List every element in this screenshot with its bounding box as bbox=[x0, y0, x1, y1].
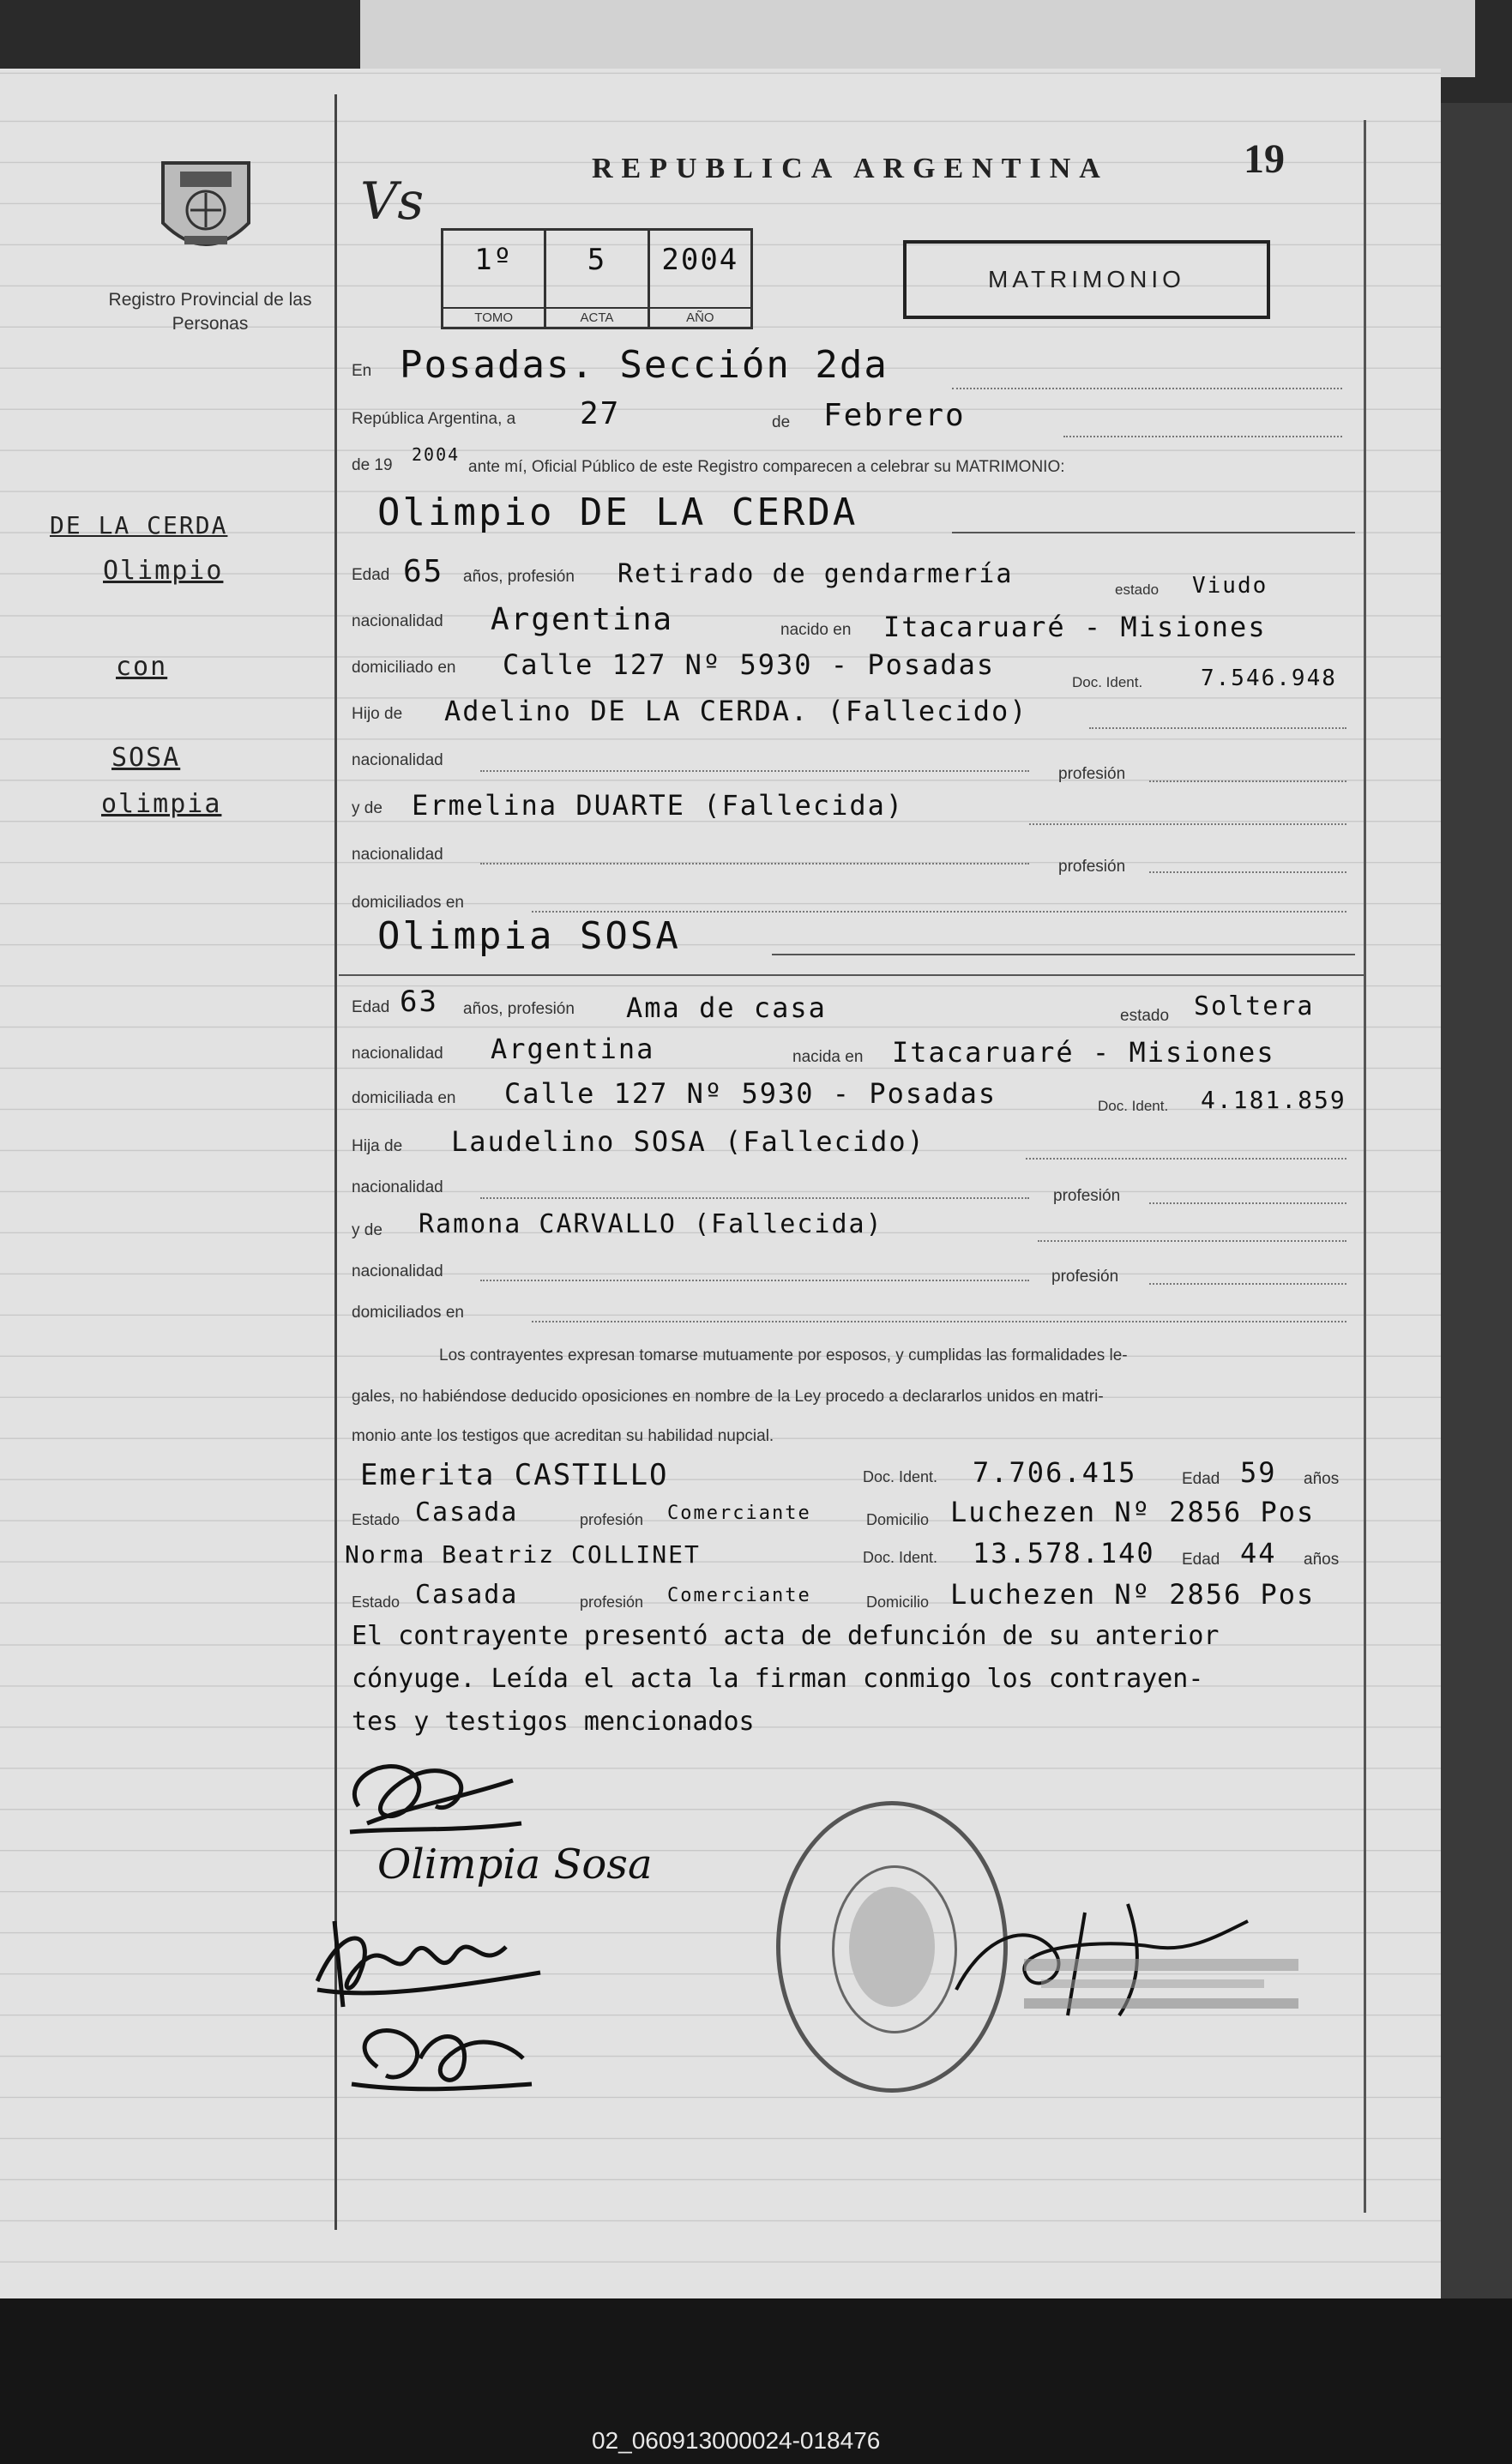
place-value: Posadas. Sección 2da bbox=[400, 343, 889, 387]
bride-mother: Ramona CARVALLO (Fallecida) bbox=[419, 1209, 883, 1239]
margin-bride-surname: SOSA bbox=[111, 743, 181, 773]
margin-bride-name: olimpia bbox=[101, 789, 222, 819]
witness1-signature bbox=[283, 1904, 557, 2015]
record-type: MATRIMONIO bbox=[988, 266, 1185, 292]
day-value: 27 bbox=[580, 396, 621, 431]
page-edge bbox=[1441, 103, 1512, 2298]
tomo-cell bbox=[443, 231, 546, 327]
witness1-profession: Comerciante bbox=[667, 1503, 811, 1524]
bride-full-name: Olimpia SOSA bbox=[377, 914, 681, 958]
groom-full-name: Olimpio DE LA CERDA bbox=[377, 491, 858, 534]
witness1-anos-label: años bbox=[1304, 1470, 1340, 1488]
witness2-anos-label: años bbox=[1304, 1551, 1340, 1569]
witness2-domicilio-label: Domicilio bbox=[866, 1593, 930, 1611]
bride-nacida-label: nacida en bbox=[792, 1048, 864, 1066]
background-card bbox=[360, 0, 1475, 77]
bride-domiciliados-label: domiciliados en bbox=[352, 1304, 464, 1322]
officer-text: ante mí, Oficial Público de este Registro comparecen a celebrar su MATRIMONIO: bbox=[468, 458, 1065, 476]
groom-profession: Retirado de gendarmería bbox=[617, 559, 1014, 589]
groom-mother-nacionalidad-line bbox=[480, 863, 1029, 865]
acta-label: ACTA bbox=[546, 307, 647, 327]
groom-profesion-label: años, profesión bbox=[463, 568, 575, 586]
record-box bbox=[441, 228, 753, 329]
witness2-estado-label: Estado bbox=[352, 1593, 401, 1611]
witness2-doc-number: 13.578.140 bbox=[973, 1537, 1155, 1569]
groom-hijo-label: Hijo de bbox=[352, 705, 403, 723]
bride-father: Laudelino SOSA (Fallecido) bbox=[451, 1125, 925, 1158]
ano-value: 2004 bbox=[661, 243, 739, 277]
groom-father: Adelino DE LA CERDA. (Fallecido) bbox=[444, 695, 1028, 727]
groom-domiciliados-line bbox=[532, 911, 1346, 913]
witness2-edad-label: Edad bbox=[1182, 1551, 1220, 1569]
image-id-label: 02_060913000024-018476 bbox=[592, 2427, 881, 2454]
bride-yde-label: y de bbox=[352, 1221, 383, 1239]
groom-birthplace: Itacaruaré - Misiones bbox=[883, 611, 1267, 643]
year-prefix: de 19 bbox=[352, 456, 393, 474]
bride-profesion-label: años, profesión bbox=[463, 1000, 575, 1018]
groom-edad-label: Edad bbox=[352, 566, 390, 584]
groom-nacionalidad-label: nacionalidad bbox=[352, 612, 443, 630]
groom-yde-label: y de bbox=[352, 799, 383, 817]
officer-name-faded bbox=[1024, 1952, 1316, 2026]
bride-father-profesion-label: profesión bbox=[1053, 1187, 1121, 1205]
bride-mother-profesion-label: profesión bbox=[1051, 1268, 1119, 1286]
witness1-profesion-label: profesión bbox=[580, 1511, 644, 1528]
bride-age: 63 bbox=[400, 985, 438, 1019]
groom-mother: Ermelina DUARTE (Fallecida) bbox=[412, 789, 905, 822]
declaration-line-1: Los contrayentes expresan tomarse mutuamente por esposos, y cumplidas las formalidades le- bbox=[439, 1346, 1128, 1365]
bride-doc-number: 4.181.859 bbox=[1201, 1086, 1346, 1114]
month-fill-line bbox=[1063, 436, 1342, 437]
witness1-doc-number: 7.706.415 bbox=[973, 1456, 1137, 1489]
bride-mother-profesion-line bbox=[1149, 1283, 1346, 1285]
groom-mother-profesion-line bbox=[1149, 871, 1346, 873]
groom-mother-nacionalidad-label: nacionalidad bbox=[352, 846, 443, 864]
witness1-estado-label: Estado bbox=[352, 1511, 401, 1528]
witness1-civil-status: Casada bbox=[415, 1497, 519, 1527]
tomo-label: TOMO bbox=[443, 307, 544, 327]
month-value: Febrero bbox=[823, 398, 966, 433]
place-fill-line bbox=[952, 388, 1342, 389]
registry-name: Registro Provincial de las Personas bbox=[108, 290, 312, 334]
bride-doc-label: Doc. Ident. bbox=[1098, 1098, 1169, 1114]
right-rule bbox=[1364, 120, 1366, 2213]
bride-mother-nacionalidad-label: nacionalidad bbox=[352, 1262, 443, 1280]
witness1-domicilio-label: Domicilio bbox=[866, 1511, 930, 1528]
groom-mother-profesion-label: profesión bbox=[1058, 858, 1126, 876]
stamp-seal bbox=[849, 1887, 935, 2007]
bride-signature: Olimpia Sosa bbox=[377, 1840, 653, 1889]
en-label: En bbox=[352, 362, 372, 380]
witness1-age: 59 bbox=[1240, 1456, 1277, 1489]
witness2-age: 44 bbox=[1240, 1537, 1277, 1569]
ano-cell bbox=[650, 231, 750, 327]
witness2-address: Luchezen Nº 2856 Pos bbox=[950, 1578, 1316, 1611]
witness2-name: Norma Beatriz COLLINET bbox=[345, 1540, 701, 1569]
groom-mother-line bbox=[1029, 823, 1346, 825]
groom-father-profesion-line bbox=[1149, 780, 1346, 782]
witness2-signature bbox=[326, 2007, 549, 2101]
record-type-box bbox=[903, 240, 1270, 319]
bride-name-line bbox=[772, 954, 1355, 955]
bride-civil-status: Soltera bbox=[1194, 991, 1315, 1021]
bride-father-profesion-line bbox=[1149, 1202, 1346, 1204]
de-label: de bbox=[772, 413, 791, 431]
groom-signature bbox=[333, 1746, 530, 1840]
groom-address: Calle 127 Nº 5930 - Posadas bbox=[503, 648, 996, 681]
bride-address: Calle 127 Nº 5930 - Posadas bbox=[504, 1077, 997, 1110]
vs-mark: Vs bbox=[360, 172, 425, 232]
bride-profession: Ama de casa bbox=[626, 991, 827, 1024]
witness2-profession: Comerciante bbox=[667, 1585, 811, 1606]
ano-label: AÑO bbox=[650, 307, 750, 327]
notes-line-2: cónyuge. Leída el acta la firman conmigo los contrayen- bbox=[352, 1664, 1204, 1694]
groom-name-line bbox=[952, 532, 1355, 533]
witness1-name: Emerita CASTILLO bbox=[360, 1458, 669, 1492]
notes-line-3: tes y testigos mencionados bbox=[352, 1707, 755, 1737]
bride-domiciliados-line bbox=[532, 1321, 1346, 1322]
bride-nacionalidad-label: nacionalidad bbox=[352, 1045, 443, 1063]
provincial-seal-logo bbox=[154, 154, 257, 266]
witness1-doc-label: Doc. Ident. bbox=[863, 1468, 938, 1485]
margin-groom-surname: DE LA CERDA bbox=[50, 511, 228, 539]
republica-label: República Argentina, a bbox=[352, 410, 516, 428]
declaration-line-2: gales, no habiéndose deducido oposiciones en nombre de la Ley procedo a declararlos unidos en matri- bbox=[352, 1388, 1104, 1406]
bride-estado-label: estado bbox=[1120, 1007, 1170, 1025]
groom-domiciliados-label: domiciliados en bbox=[352, 894, 464, 912]
margin-groom-name: Olimpio bbox=[103, 556, 224, 586]
bride-father-line bbox=[1026, 1158, 1346, 1160]
page-number: 19 bbox=[1244, 136, 1285, 182]
witness1-edad-label: Edad bbox=[1182, 1470, 1220, 1488]
declaration-line-3: monio ante los testigos que acreditan su habilidad nupcial. bbox=[352, 1427, 774, 1445]
witness2-doc-label: Doc. Ident. bbox=[863, 1549, 938, 1566]
bride-edad-label: Edad bbox=[352, 998, 390, 1016]
bride-birthplace: Itacaruaré - Misiones bbox=[892, 1036, 1275, 1069]
witness2-civil-status: Casada bbox=[415, 1580, 519, 1610]
witness2-profesion-label: profesión bbox=[580, 1593, 644, 1611]
groom-civil-status: Viudo bbox=[1192, 573, 1268, 599]
groom-age: 65 bbox=[403, 554, 444, 589]
groom-nacido-label: nacido en bbox=[780, 621, 852, 639]
groom-father-line bbox=[1089, 727, 1346, 729]
year-value: 2004 bbox=[412, 444, 461, 465]
groom-father-nacionalidad-label: nacionalidad bbox=[352, 751, 443, 769]
groom-father-profesion-label: profesión bbox=[1058, 765, 1126, 783]
bride-hija-label: Hija de bbox=[352, 1137, 403, 1155]
bride-mother-line bbox=[1038, 1240, 1346, 1242]
groom-estado-label: estado bbox=[1115, 581, 1160, 598]
acta-value: 5 bbox=[587, 243, 607, 277]
groom-domiciliado-label: domiciliado en bbox=[352, 659, 456, 677]
witness1-address: Luchezen Nº 2856 Pos bbox=[950, 1496, 1316, 1528]
tomo-value: 1º bbox=[474, 243, 514, 277]
bride-domiciliada-label: domiciliada en bbox=[352, 1089, 456, 1107]
bride-mother-nacionalidad-line bbox=[480, 1280, 1029, 1281]
margin-con: con bbox=[116, 652, 168, 682]
acta-cell bbox=[546, 231, 649, 327]
bride-father-nacionalidad-line bbox=[480, 1197, 1029, 1199]
notes-line-1: El contrayente presentó acta de defunción de su anterior bbox=[352, 1621, 1220, 1651]
bride-father-nacionalidad-label: nacionalidad bbox=[352, 1178, 443, 1196]
country-title: REPUBLICA ARGENTINA bbox=[592, 153, 1109, 184]
bride-section-rule bbox=[339, 974, 1364, 976]
bride-nationality: Argentina bbox=[491, 1033, 655, 1065]
groom-doc-number: 7.546.948 bbox=[1201, 666, 1337, 691]
groom-father-nacionalidad-line bbox=[480, 770, 1029, 772]
groom-doc-label: Doc. Ident. bbox=[1072, 674, 1143, 690]
groom-nationality: Argentina bbox=[491, 602, 674, 637]
